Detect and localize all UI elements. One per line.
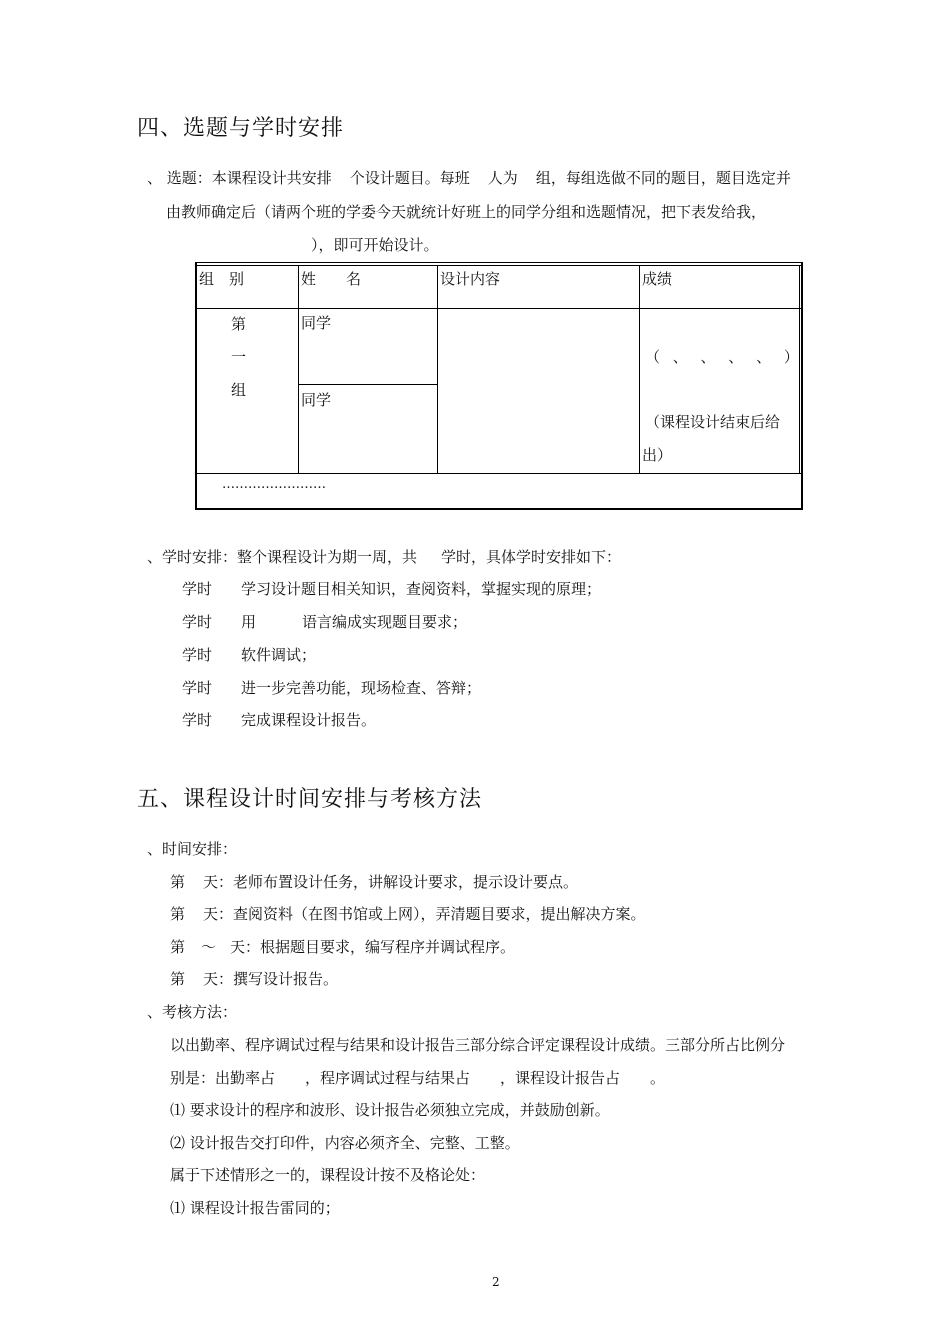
schedule-4-text: 天：撰写设计报告。 <box>203 970 339 988</box>
assess-line-2-part-c: ，课程设计报告占 <box>500 1069 621 1087</box>
assess-line-1: 以出勤率、程序调试过程与结果和设计报告三部分综合评定课程设计成绩。三部分所占比例分 <box>170 1036 786 1054</box>
rule-2: ⑵ 设计报告交打印件，内容必须齐全、完整、工整。 <box>170 1134 520 1152</box>
page-number: 2 <box>492 1275 500 1289</box>
hours-item-5-text: 完成课程设计报告。 <box>241 711 377 729</box>
table-header-content: 设计内容 <box>440 270 501 288</box>
section-5-heading: 五、课程设计时间安排与考核方法 <box>137 787 483 812</box>
schedule-3-text: 天：根据题目要求，编写程序并调试程序。 <box>230 938 516 956</box>
hours-item-3-text: 软件调试； <box>241 646 317 664</box>
hours-item-2-text-2: 语言编成实现题目要求； <box>302 613 468 631</box>
topic-line-1-part-b: 个设计题目。每班 <box>349 169 470 187</box>
hours-item-5-unit: 学时 <box>182 711 213 729</box>
score-note-line-1: （课程设计结束后给 <box>645 413 781 431</box>
assess-line-2-part-b: ，程序调试过程与结果占 <box>305 1069 471 1087</box>
schedule-4-prefix: 第 <box>170 970 186 988</box>
table-ellipsis: …………………… <box>222 477 326 492</box>
hours-item-4-unit: 学时 <box>182 679 213 697</box>
hours-item-1-text: 学习设计题目相关知识，查阅资料，掌握实现的原理； <box>241 580 602 598</box>
table-header-name: 姓 名 <box>301 270 362 288</box>
topic-line-1-part-d: 组，每组选做不同的题目，题目选定并 <box>535 169 791 187</box>
assess-title: 、考核方法： <box>147 1003 238 1021</box>
hours-item-2-text: 用 <box>241 613 257 631</box>
hours-item-1-unit: 学时 <box>182 580 213 598</box>
schedule-title: 、时间安排： <box>147 840 238 858</box>
topic-line-1-part-c: 人为 <box>487 169 518 187</box>
schedule-1-text: 天：老师布置设计任务，讲解设计要求，提示设计要点。 <box>203 873 579 891</box>
hours-intro-part-b: 学时，具体学时安排如下： <box>441 548 622 566</box>
group-char-1: 第 <box>231 315 247 333</box>
student-1: 同学 <box>301 314 332 332</box>
schedule-2-text: 天：查阅资料（在图书馆或上网），弄清题目要求，提出解决方案。 <box>203 905 646 923</box>
hours-item-4-text: 进一步完善功能，现场检查、答辩； <box>241 679 482 697</box>
hours-item-3-unit: 学时 <box>182 646 213 664</box>
fail-intro: 属于下述情形之一的，课程设计按不及格论处： <box>170 1166 486 1184</box>
schedule-3-prefix: 第 <box>170 938 186 956</box>
schedule-3-mid: ～ <box>201 938 217 956</box>
score-marks: （ 、 、 、 、 ） <box>645 348 803 366</box>
assess-line-2-part-a: 别是：出勤率占 <box>170 1069 276 1087</box>
group-char-3: 组 <box>231 381 247 399</box>
score-note-line-2: 出） <box>642 446 673 464</box>
topic-line-1 <box>147 167 791 188</box>
group-char-2: 一 <box>231 348 247 366</box>
hours-item-2-unit: 学时 <box>182 613 213 631</box>
student-2: 同学 <box>301 391 332 409</box>
hours-intro-part-a: 、学时安排：整个课程设计为期一周，共 <box>147 548 418 566</box>
table-header-group: 组 别 <box>199 270 245 288</box>
topic-line-1-part-a: 、 选题：本课程设计共安排 <box>147 169 332 187</box>
table-header-score: 成绩 <box>642 270 673 288</box>
hours-intro <box>147 546 621 567</box>
schedule-2-prefix: 第 <box>170 905 186 923</box>
schedule-1-prefix: 第 <box>170 873 186 891</box>
assess-line-2-part-d: 。 <box>650 1069 666 1087</box>
section-4-heading: 四、选题与学时安排 <box>137 116 345 141</box>
assess-line-2 <box>170 1067 665 1088</box>
fail-rule-1: ⑴ 课程设计报告雷同的； <box>170 1199 340 1217</box>
topic-line-2: 由教师确定后（请两个班的学委今天就统计好班上的同学分组和选题情况，把下表发给我， <box>166 203 767 221</box>
rule-1: ⑴ 要求设计的程序和波形、设计报告必须独立完成，并鼓励创新。 <box>170 1101 610 1119</box>
topic-line-3: ），即可开始设计。 <box>311 236 439 254</box>
